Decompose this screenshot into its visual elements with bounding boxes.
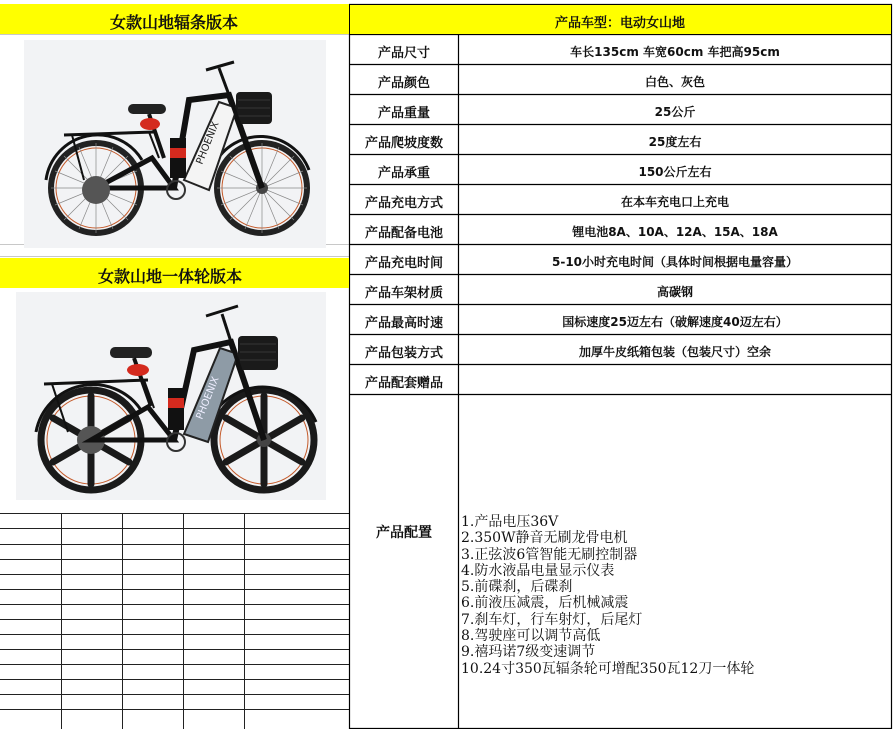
- spec-value-climb: 25度左右: [648, 135, 702, 149]
- bike-spoke-drawing: [24, 40, 326, 248]
- spec-label-size: 产品尺寸: [377, 46, 430, 61]
- config-item: 1.产品电压36V: [461, 514, 559, 530]
- spec-value-charging-method: 在本车充电口上充电: [620, 195, 729, 209]
- spec-value-color: 白色、灰色: [644, 75, 705, 89]
- config-item: 8.驾驶座可以调节高低: [461, 628, 601, 645]
- bike-integrated-drawing: [16, 292, 326, 500]
- spec-label-climb: 产品爬坡度数: [364, 136, 443, 151]
- car-type-header: 产品车型：电动女山地: [555, 16, 686, 31]
- spec-label-charging-method: 产品充电方式: [364, 196, 443, 211]
- config-item: 6.前液压减震，后机械减震: [461, 595, 629, 612]
- spec-value-size: 车长135cm 车宽60cm 车把高95cm: [570, 45, 780, 59]
- spec-label-frame: 产品车架材质: [364, 286, 443, 301]
- config-label: 产品配置: [376, 525, 432, 541]
- config-item: 5.前碟刹，后碟刹: [461, 579, 573, 596]
- config-item: 9.禧玛诺7级变速调节: [461, 644, 596, 661]
- config-item: 7.刹车灯，行车射灯，后尾灯: [461, 611, 643, 628]
- spec-label-load: 产品承重: [377, 166, 430, 181]
- config-list: [461, 514, 754, 677]
- spec-label-gifts: 产品配套赠品: [364, 376, 443, 391]
- spec-value-frame: 高碳钢: [656, 285, 693, 299]
- spec-label-weight: 产品重量: [377, 106, 430, 121]
- spec-value-load: 150公斤左右: [638, 165, 712, 179]
- spec-value-weight: 25公斤: [654, 105, 696, 119]
- bike-photo-integrated: [16, 292, 326, 500]
- bottom-title: 女款山地一体轮版本: [98, 267, 243, 286]
- config-item: 3.正弦波6管智能无刷控制器: [461, 546, 638, 563]
- spec-label-top-speed: 产品最高时速: [364, 316, 443, 331]
- config-item: 4.防水液晶电量显示仪表: [461, 562, 615, 579]
- config-item: 2.350W静音无刷龙骨电机: [461, 530, 628, 547]
- top-title: 女款山地辐条版本: [110, 13, 239, 32]
- spec-value-battery: 锂电池8A、10A、12A、15A、18A: [572, 225, 778, 239]
- bike2-brand: PHOENIX: [194, 375, 222, 422]
- config-item: 10.24寸350瓦辐条轮可增配350瓦12刀一体轮: [461, 660, 755, 677]
- spec-label-color: 产品颜色: [377, 76, 430, 91]
- spec-value-packaging: 加厚牛皮纸箱包装（包装尺寸）空余: [578, 345, 771, 359]
- spec-label-battery: 产品配备电池: [364, 226, 443, 241]
- spec-value-charging-time: 5-10小时充电时间（具体时间根据电量容量）: [551, 255, 799, 269]
- spec-value-top-speed: 国标速度25迈左右（破解速度40迈左右）: [562, 315, 788, 329]
- bike1-brand: PHOENIX: [194, 120, 222, 167]
- spec-label-charging-time: 产品充电时间: [364, 256, 443, 271]
- bike-photo-spoke: [24, 40, 326, 248]
- spec-label-packaging: 产品包装方式: [364, 346, 443, 361]
